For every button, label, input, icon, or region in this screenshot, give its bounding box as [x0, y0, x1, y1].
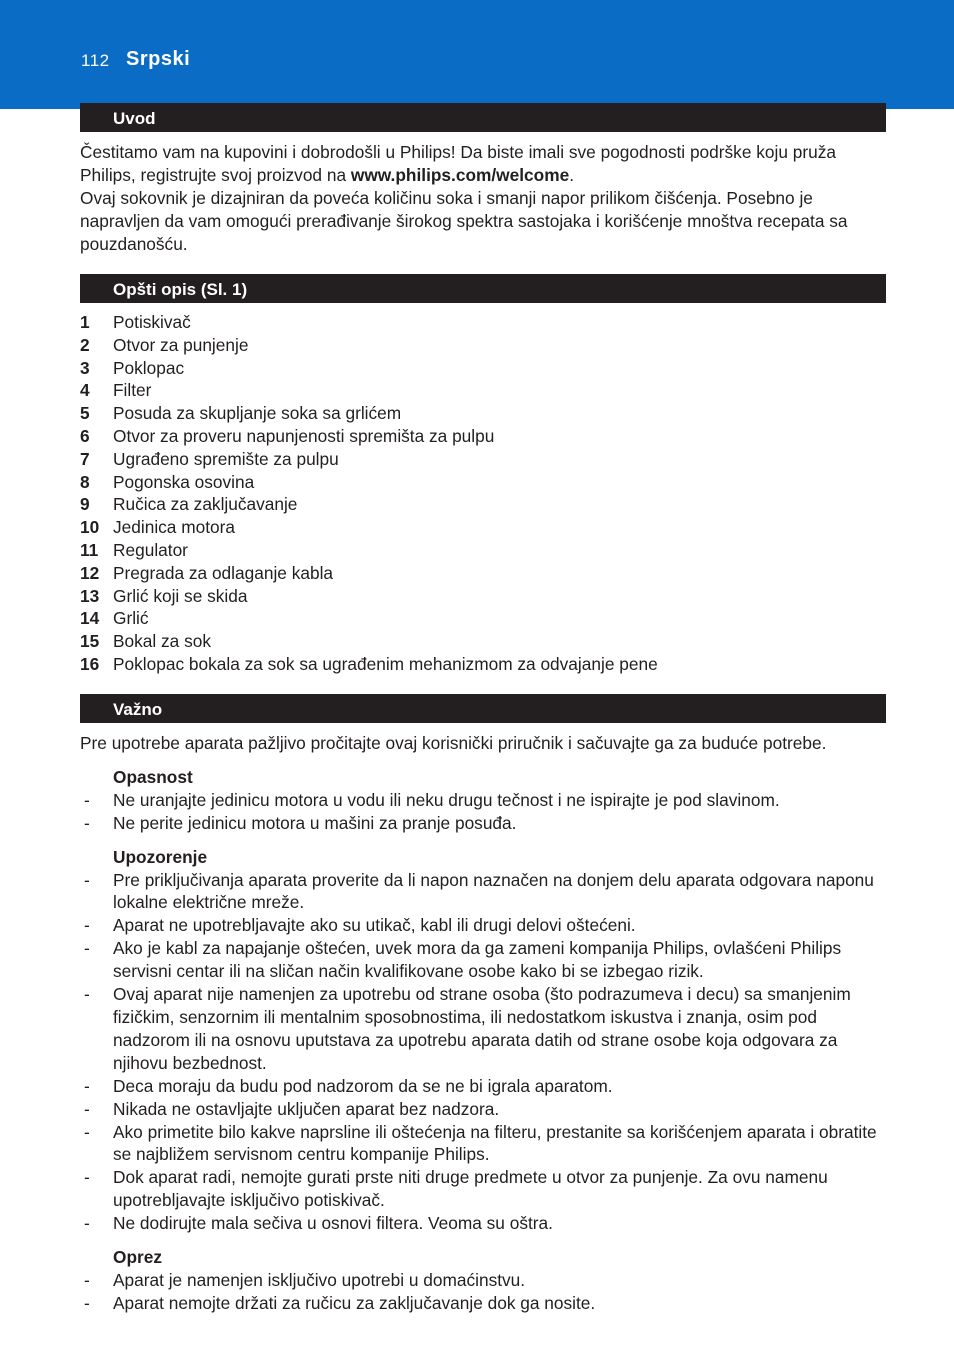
- list-item: [80, 1212, 880, 1235]
- bullet-text: Dok aparat radi, nemojte gurati prste niti druge predmete u otvor za punjenje. Za ovu namenu upotrebljavajte isključivo potiskivač.: [113, 1167, 828, 1211]
- dash-bullet: -: [84, 1213, 90, 1234]
- item-number: 13: [80, 585, 100, 606]
- danger-heading: Opasnost: [113, 766, 193, 787]
- warning-list: [80, 869, 880, 1236]
- item-number: 3: [80, 357, 90, 378]
- bullet-text: Ne uranjajte jedinicu motora u vodu ili neku drugu tečnost i ne ispirajte je pod slavinom.: [113, 789, 780, 810]
- list-item: [80, 1292, 880, 1315]
- caution-heading: Oprez: [113, 1247, 162, 1268]
- list-item: [80, 357, 880, 380]
- item-label: Grlić koji se skida: [113, 585, 248, 606]
- list-item: [80, 493, 880, 516]
- list-item: [80, 607, 880, 630]
- bullet-text: Aparat nemojte držati za ručicu za zaključavanje dok ga nosite.: [113, 1292, 596, 1313]
- item-number: 12: [80, 562, 100, 583]
- list-item: [80, 562, 880, 585]
- bullet-text: Deca moraju da budu pod nadzorom da se ne bi igrala aparatom.: [113, 1075, 613, 1096]
- list-item: [80, 539, 880, 562]
- item-number: 10: [80, 517, 100, 538]
- dash-bullet: -: [84, 789, 90, 810]
- intro-paragraph-1: [80, 141, 880, 187]
- list-item: [80, 1075, 880, 1098]
- list-item: [80, 937, 880, 983]
- dash-bullet: -: [84, 1121, 90, 1142]
- parts-list: [80, 311, 880, 676]
- page-header: [0, 0, 954, 109]
- general-description-content: [80, 311, 880, 676]
- list-item: [80, 1098, 880, 1121]
- bullet-text: Ako primetite bilo kakve naprsline ili oštećenja na filteru, prestanite sa korišćenjem aparata i obratite se najbližem servisnom centru kompanije Philips.: [113, 1121, 877, 1165]
- dash-bullet: -: [84, 1075, 90, 1096]
- section-header-important: Važno: [80, 694, 886, 723]
- bullet-text: Nikada ne ostavljajte uključen aparat bez nadzora.: [113, 1098, 500, 1119]
- item-number: 15: [80, 631, 100, 652]
- bullet-text: Aparat ne upotrebljavajte ako su utikač, kabl ili drugi delovi oštećeni.: [113, 915, 636, 936]
- bullet-text: Aparat je namenjen isključivo upotrebi u domaćinstvu.: [113, 1269, 526, 1290]
- bullet-text: Pre priključivanja aparata proverite da li napon naznačen na donjem delu aparata odgovara naponu lokalne električne mreže.: [113, 869, 874, 913]
- list-item: [80, 311, 880, 334]
- dash-bullet: -: [84, 869, 90, 890]
- list-item: [80, 334, 880, 357]
- intro-content: [80, 141, 880, 256]
- list-item: [80, 379, 880, 402]
- item-label: Otvor za proveru napunjenosti spremišta za pulpu: [113, 425, 495, 446]
- dash-bullet: -: [84, 1098, 90, 1119]
- list-item: [80, 471, 880, 494]
- important-content: [80, 732, 880, 1315]
- intro-paragraph-2: Ovaj sokovnik je dizajniran da poveća količinu soka i smanji napor prilikom čišćenja. Posebno je napravljen da vam omogući prerađivanje širokog spektra sastojaka i korišćenje mnoštva recepata sa pouzdanošću.: [80, 187, 848, 254]
- item-label: Poklopac: [113, 357, 185, 378]
- dash-bullet: -: [84, 1269, 90, 1290]
- intro-text: Čestitamo vam na kupovini i dobrodošli u Philips! Da biste imali sve pogodnosti podrške koju pruža Philips, registrujte svoj proizvod na: [80, 142, 836, 185]
- philips-welcome-link[interactable]: www.philips.com/welcome: [350, 164, 570, 185]
- item-number: 6: [80, 425, 90, 446]
- warning-heading: Upozorenje: [113, 846, 208, 867]
- section-header-intro: Uvod: [80, 103, 886, 132]
- item-label: Regulator: [113, 539, 188, 560]
- page-number: 112: [81, 51, 110, 70]
- dash-bullet: -: [84, 984, 90, 1005]
- bullet-text: Ne dodirujte mala sečiva u osnovi filtera. Veoma su oštra.: [113, 1213, 553, 1234]
- list-item: [80, 789, 880, 812]
- dash-bullet: -: [84, 812, 90, 833]
- item-number: 9: [80, 494, 90, 515]
- item-label: Jedinica motora: [113, 517, 235, 538]
- language-title: Srpski: [126, 48, 191, 70]
- section-header-general-description: Opšti opis (Sl. 1): [80, 274, 886, 303]
- item-number: 14: [80, 608, 100, 629]
- item-label: Posuda za skupljanje soka sa grlićem: [113, 403, 402, 424]
- item-label: Poklopac bokala za sok sa ugrađenim mehanizmom za odvajanje pene: [113, 653, 658, 674]
- item-label: Ugrađeno spremište za pulpu: [113, 448, 339, 469]
- item-label: Ručica za zaključavanje: [113, 494, 298, 515]
- list-item: [80, 653, 880, 676]
- item-label: Filter: [113, 380, 152, 401]
- item-number: 5: [80, 403, 90, 424]
- list-item: [80, 1166, 880, 1212]
- list-item: [80, 402, 880, 425]
- list-item: [80, 425, 880, 448]
- item-number: 4: [80, 380, 90, 401]
- dash-bullet: -: [84, 1167, 90, 1188]
- list-item: [80, 983, 880, 1075]
- bullet-text: Ne perite jedinicu motora u mašini za pranje posuđa.: [113, 812, 517, 833]
- item-number: 1: [80, 312, 90, 332]
- item-number: 7: [80, 448, 90, 469]
- intro-text-end: .: [569, 164, 574, 185]
- item-number: 2: [80, 334, 90, 355]
- dash-bullet: -: [84, 1292, 90, 1313]
- list-item: [80, 630, 880, 653]
- list-item: [80, 812, 880, 835]
- list-item: [80, 516, 880, 539]
- item-label: Bokal za sok: [113, 631, 211, 652]
- list-item: [80, 1269, 880, 1292]
- caution-list: [80, 1269, 880, 1315]
- danger-list: [80, 789, 880, 835]
- list-item: [80, 448, 880, 471]
- item-label: Pogonska osovina: [113, 471, 255, 492]
- list-item: [80, 869, 880, 915]
- item-number: 11: [80, 539, 99, 560]
- bullet-text: Ovaj aparat nije namenjen za upotrebu od strane osoba (što podrazumeva i decu) sa smanjenim fizičkim, senzornim ili mentalnim sposobnostima, ili nedostatkom iskustva i znanja, osim pod nadzorom ili na osnovu uputstava za upotrebu aparata datih od strane osobe koja odgovara za njihovu bezbednost.: [113, 984, 851, 1073]
- list-item: [80, 914, 880, 937]
- list-item: [80, 1121, 880, 1167]
- item-label: Otvor za punjenje: [113, 334, 249, 355]
- item-label: Potiskivač: [113, 312, 191, 332]
- important-intro: Pre upotrebe aparata pažljivo pročitajte ovaj korisnički priručnik i sačuvajte ga za buduće potrebe.: [80, 733, 827, 753]
- dash-bullet: -: [84, 915, 90, 936]
- item-label: Pregrada za odlaganje kabla: [113, 562, 334, 583]
- bullet-text: Ako je kabl za napajanje oštećen, uvek mora da ga zameni kompanija Philips, ovlašćeni Philips servisni centar ili na sličan način kvalifikovane osobe kako bi se izbegao rizik.: [113, 938, 842, 982]
- item-number: 8: [80, 471, 90, 492]
- list-item: [80, 585, 880, 608]
- dash-bullet: -: [84, 938, 90, 959]
- item-label: Grlić: [113, 608, 149, 629]
- item-number: 16: [80, 653, 100, 674]
